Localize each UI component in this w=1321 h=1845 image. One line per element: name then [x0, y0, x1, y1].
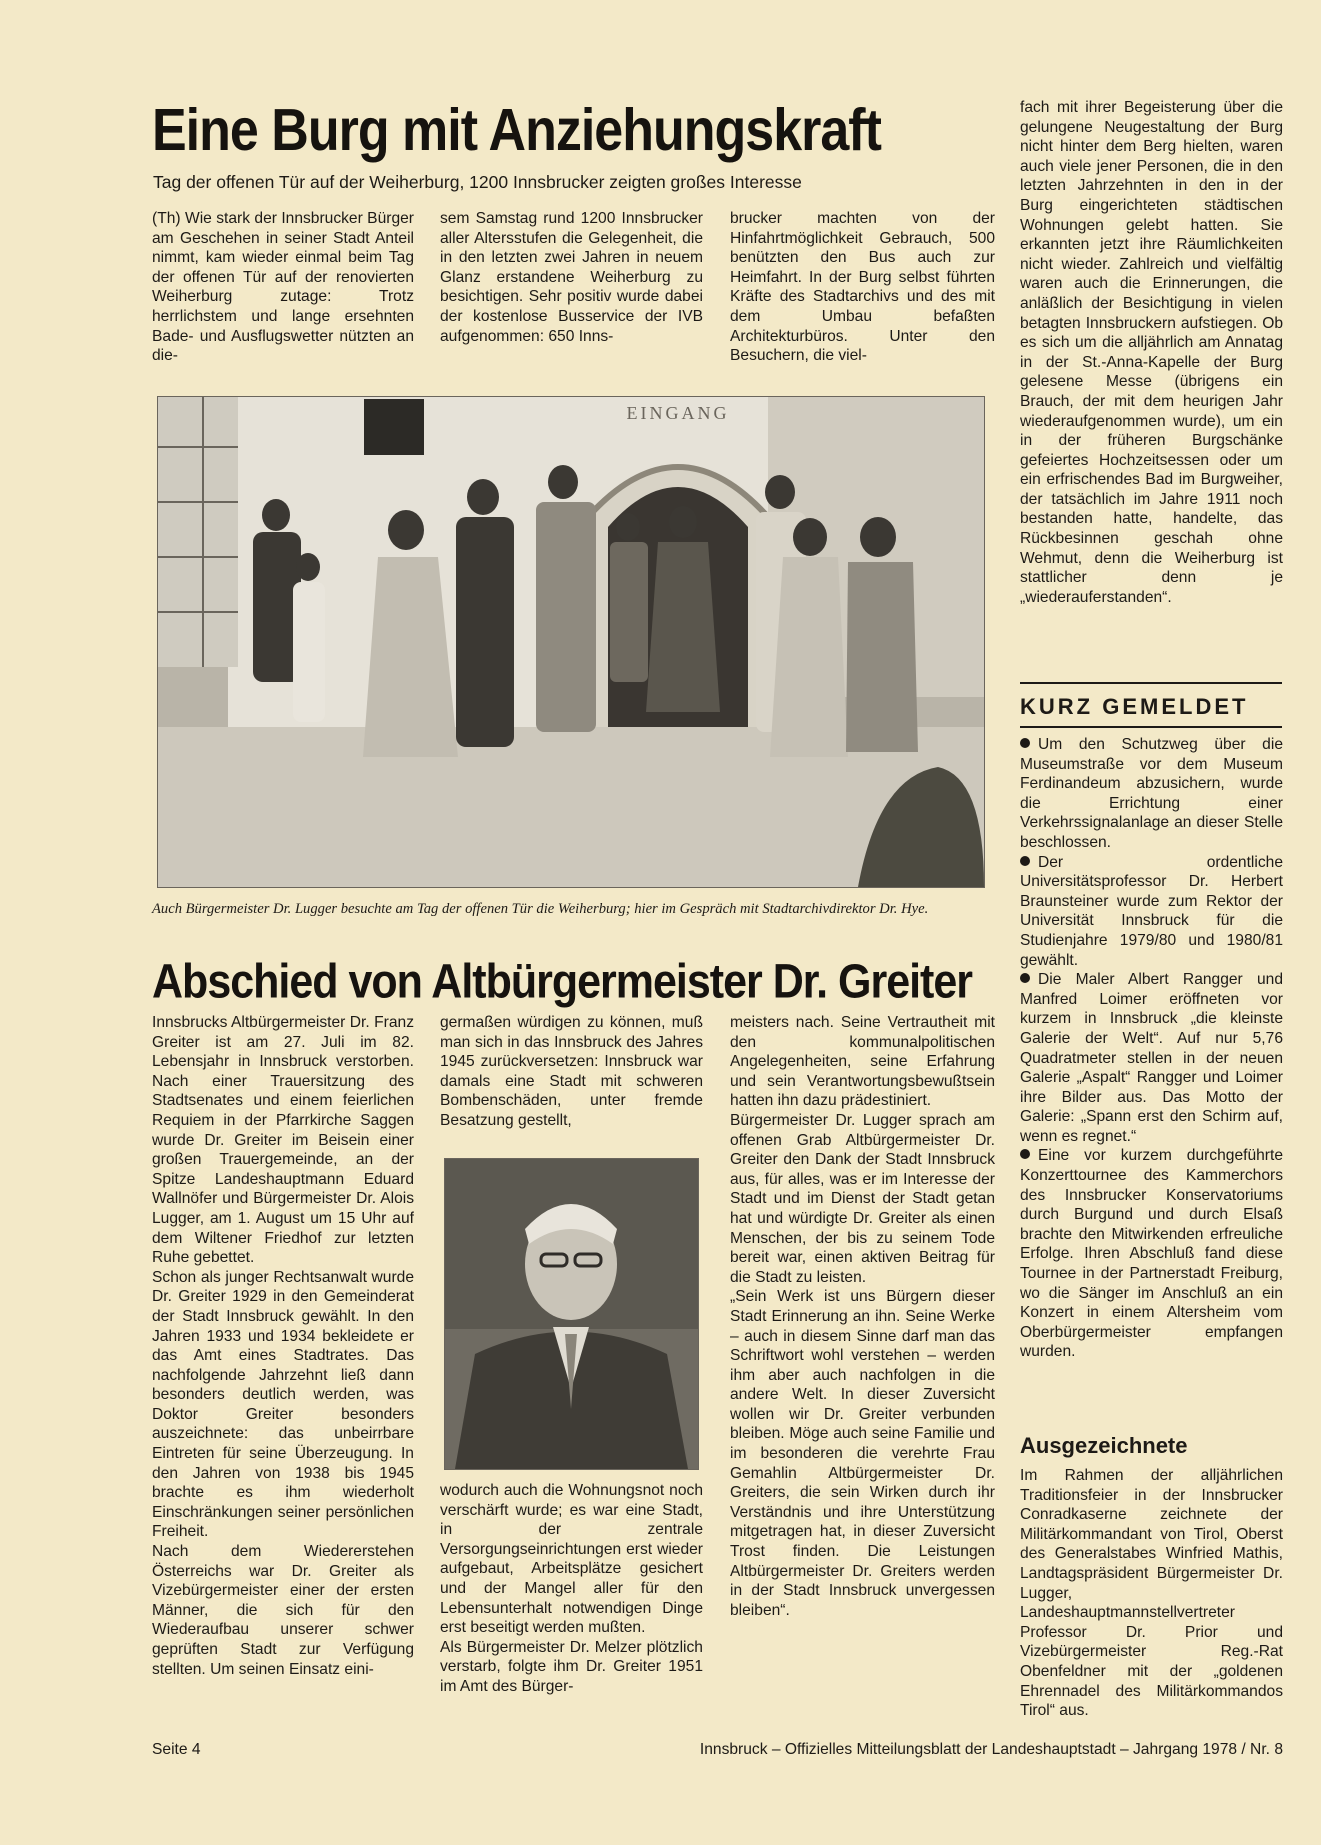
- burg-column-1: (Th) Wie stark der Innsbrucker Bürger am Geschehen in seiner Stadt Anteil nimmt, kam wieder einmal beim Tag der offenen Tür auf der renovierten Weiherburg zutage: Trotz herrlichstem und lange ersehnten Bade- und Ausflugswetter nützten an die-: [152, 210, 414, 365]
- subheadline-burg: Tag der offenen Tür auf der Weiherburg, 1200 Innsbrucker zeigten großes Interesse: [153, 172, 802, 192]
- bullet-icon: [1020, 856, 1030, 866]
- kurz-item: Der ordentliche Universitätsprofessor Dr. Herbert Braunsteiner wurde zum Rektor der Universität Innsbruck für die Studienjahre 1979/80 und 1980/81 gewählt.: [1020, 853, 1283, 969]
- greiter-column-2-bottom: wodurch auch die Wohnungsnot noch verschärft wurde; es war eine Stadt, in der zentrale Versorgungseinrichtungen erst wieder aufgebaut, Arbeitsplätze gesichert und der Mangel aller für den Lebensunterhalt notwendigen Dinge erst beseitigt werden mußten. Als Bürgermeister Dr. Melzer plötzlich verstarb, folgte ihm Dr. Greiter 1951 im Amt des Bürger-: [440, 1482, 703, 1695]
- kurz-item: Die Maler Albert Rangger und Manfred Loimer eröffneten vor kurzem in Innsbruck „die kleinste Galerie der Welt“. Auf nur 5,76 Quadratmeter stellen in der neuen Galerie „Aspalt“ Rangger und Loimer ihre Bilder aus. Das Motto der Galerie: „Spann erst den Schirm auf, wenn es regnet.“: [1020, 971, 1283, 1145]
- footer-publication: Innsbruck – Offizielles Mitteilungsblatt der Landeshauptstadt – Jahrgang 1978 / Nr. 8: [699, 1741, 1283, 1758]
- greiter-column-2-top: germaßen würdigen zu können, muß man sich in das Innsbruck des Jahres 1945 zurückversetzen: Innsbruck war damals eine Stadt mit schweren Bombenschäden, unter fremde Besatzung gestellt,: [440, 1014, 703, 1129]
- ausgezeichnete-heading: Ausgezeichnete: [1020, 1433, 1188, 1458]
- kurz-gemeldet-heading: KURZ GEMELDET: [1020, 694, 1249, 719]
- burg-column-2: sem Samstag rund 1200 Innsbrucker aller Altersstufen die Gelegenheit, die in den letzten zwei Jahren in neuem Glanz erstandene Weiherburg zu besichtigen. Sehr positiv wurde dabei der kostenlose Busservice der IVB aufgenommen: 650 Inns-: [440, 210, 703, 345]
- kurz-item: Um den Schutzweg über die Museumstraße vor dem Museum Ferdinandeum abzusichern, wurde die Errichtung einer Verkehrssignalanlage an dieser Stelle beschlossen.: [1020, 736, 1283, 851]
- portrait-illustration: [445, 1159, 698, 1469]
- headline-burg: Eine Burg mit Anziehungskraft: [152, 97, 881, 164]
- kurz-bottom-rule: [1020, 726, 1282, 728]
- greiter-column-1: Innsbrucks Altbürgermeister Dr. Franz Greiter ist am 27. Juli im 82. Lebensjahr in Innsbruck verstorben. Nach einer Trauersitzung des Stadtsenates und einem feierlichen Requiem in der Pfarrkirche Saggen wurde Dr. Greiter im Beisein einer großen Trauergemeinde, an der Spitze Landeshauptmann Eduard Wallnöfer und Bürgermeister Dr. Alois Lugger, am 1. August um 15 Uhr auf dem Wiltener Friedhof zur letzten Ruhe gebettet. Schon als junger Rechtsanwalt wurde Dr. Greiter 1929 in den Gemeinderat der Stadt Innsbruck gewählt. In den Jahren 1933 und 1934 bekleidete er das Amt eines Stadtrates. Das nachfolgende Jahrzehnt ließ dann besonders deutlich werden, was Doktor Greiter besonders auszeichnete: das unbeirrbare Eintreten für seine Überzeugung. In den Jahren von 1938 bis 1945 brachte es ihm wiederholt Einschränkungen seiner persönlichen Freiheit. Nach dem Wiedererstehen Österreichs war Dr. Greiter als Vizebürgermeister einer der ersten Männer, die sich für den Wiederaufbau unserer schwer geprüften Stadt zur Verfügung stellten. Um seinen Einsatz eini-: [152, 1014, 414, 1678]
- entrance-sign: EINGANG: [626, 403, 730, 423]
- bullet-icon: [1020, 738, 1030, 748]
- kurz-top-rule: [1020, 682, 1282, 684]
- kurz-gemeldet-list: [1020, 735, 1283, 1362]
- bullet-icon: [1020, 1149, 1030, 1159]
- footer-page-number: Seite 4: [152, 1741, 201, 1758]
- ausgezeichnete-text: Im Rahmen der alljährlichen Traditionsfeier in der Innsbrucker Conradkaserne zeichnete der Militärkommandant von Tirol, Oberst des Generalstabes Winfried Mathis, Landtagspräsident Bürgermeister Dr. Lugger, Landeshauptmannstellvertreter Professor Dr. Prior und Vizebürgermeister Reg.-Rat Obenfeldner mit der „goldenen Ehrennadel des Militärkommandos Tirol“ aus.: [1020, 1467, 1283, 1720]
- greiter-portrait-photo: [444, 1158, 699, 1470]
- burg-column-4: fach mit ihrer Begeisterung über die gelungene Neugestaltung der Burg nicht hinter dem Berg hielten, waren auch viele jener Personen, die in den letzten Jahrzehnten in den in der Burg eingerichteten städtischen Wohnungen gelebt hatten. Sie erkannten jetzt ihre Räumlichkeiten nicht wieder. Zahlreich und vielfältig waren auch die Erinnerungen, die anläßlich der Besichtigung in vielen betagten Innsbruckern aufstiegen. Ob es sich um die alljährlich am Annatag in der St.-Anna-Kapelle der Burg gelesene Messe (übrigens ein Brauch, der mit dem heurigen Jahr wiederaufgenommen wurde), um ein in der früheren Burgschänke gefeiertes Hochzeitsessen oder um ein erfrischendes Bad im Burgweiher, der tatsächlich im Jahre 1911 noch bestanden hatte, handelte, das Rückbesinnen geschah ohne Wehmut, denn die Weiherburg ist stattlicher denn je „wiederauferstanden“.: [1020, 99, 1283, 606]
- greiter-column-3: meisters nach. Seine Vertrautheit mit den kommunalpolitischen Angelegenheiten, seine Erfahrung und sein Verantwortungsbewußtsein hatten ihn dazu prädestiniert. Bürgermeister Dr. Lugger sprach am offenen Grab Altbürgermeister Dr. Greiter den Dank der Stadt Innsbruck aus, für alles, was er im Interesse der Stadt und im Dienst der Stadt getan hat und würdigte Dr. Greiter als einen Menschen, der bis zu seinem Tode bereit war, einen aktiven Beitrag für die Stadt zu leisten. „Sein Werk ist uns Bürgern dieser Stadt Erinnerung an ihn. Seine Werke – auch in diesem Sinne darf man das Schriftwort wohl verstehen – werden ihm aber auch nachfolgen in die andere Welt. In dieser Zuversicht wollen wir Dr. Greiter verbunden bleiben. Möge auch seine Familie und im besonderen die verehrte Frau Gemahlin Altbürgermeister Dr. Greiters, die sein Wirken durch ihr Verständnis und ihre Unterstützung mitgetragen hat, in dieser Zuversicht Trost finden. Die Leistungen Altbürgermeister Dr. Greiters werden in der Stadt Innsbruck unvergessen bleiben“.: [730, 1014, 995, 1619]
- burg-column-3: brucker machten von der Hinfahrtmöglichkeit Gebrauch, 500 benützten den Bus auch zur Heimfahrt. In der Burg selbst führten Kräfte des Stadtarchivs und des mit dem Umbau befaßten Architekturbüros. Unter den Besuchern, die viel-: [730, 210, 995, 365]
- weiherburg-entrance-photo: [157, 396, 985, 888]
- headline-greiter: Abschied von Altbürgermeister Dr. Greiter: [152, 955, 973, 1009]
- group-photo-illustration: [158, 397, 984, 887]
- kurz-item: Eine vor kurzem durchgeführte Konzerttournee des Kammerchors des Innsbrucker Konservatoriums durch Burgund und durch Elsaß brachte den Mitwirkenden erfreuliche Erfolge. Ihren Abschluß fand diese Tournee in der Partnerstadt Freiburg, wo die Sänger im Anschluß an ein Konzert in einem Altersheim vom Oberbürgermeister empfangen wurden.: [1020, 1147, 1283, 1361]
- photo-caption-burg: Auch Bürgermeister Dr. Lugger besuchte am Tag der offenen Tür die Weiherburg; hier im Gespräch mit Stadtarchivdirektor Dr. Hye.: [152, 901, 929, 917]
- bullet-icon: [1020, 973, 1030, 983]
